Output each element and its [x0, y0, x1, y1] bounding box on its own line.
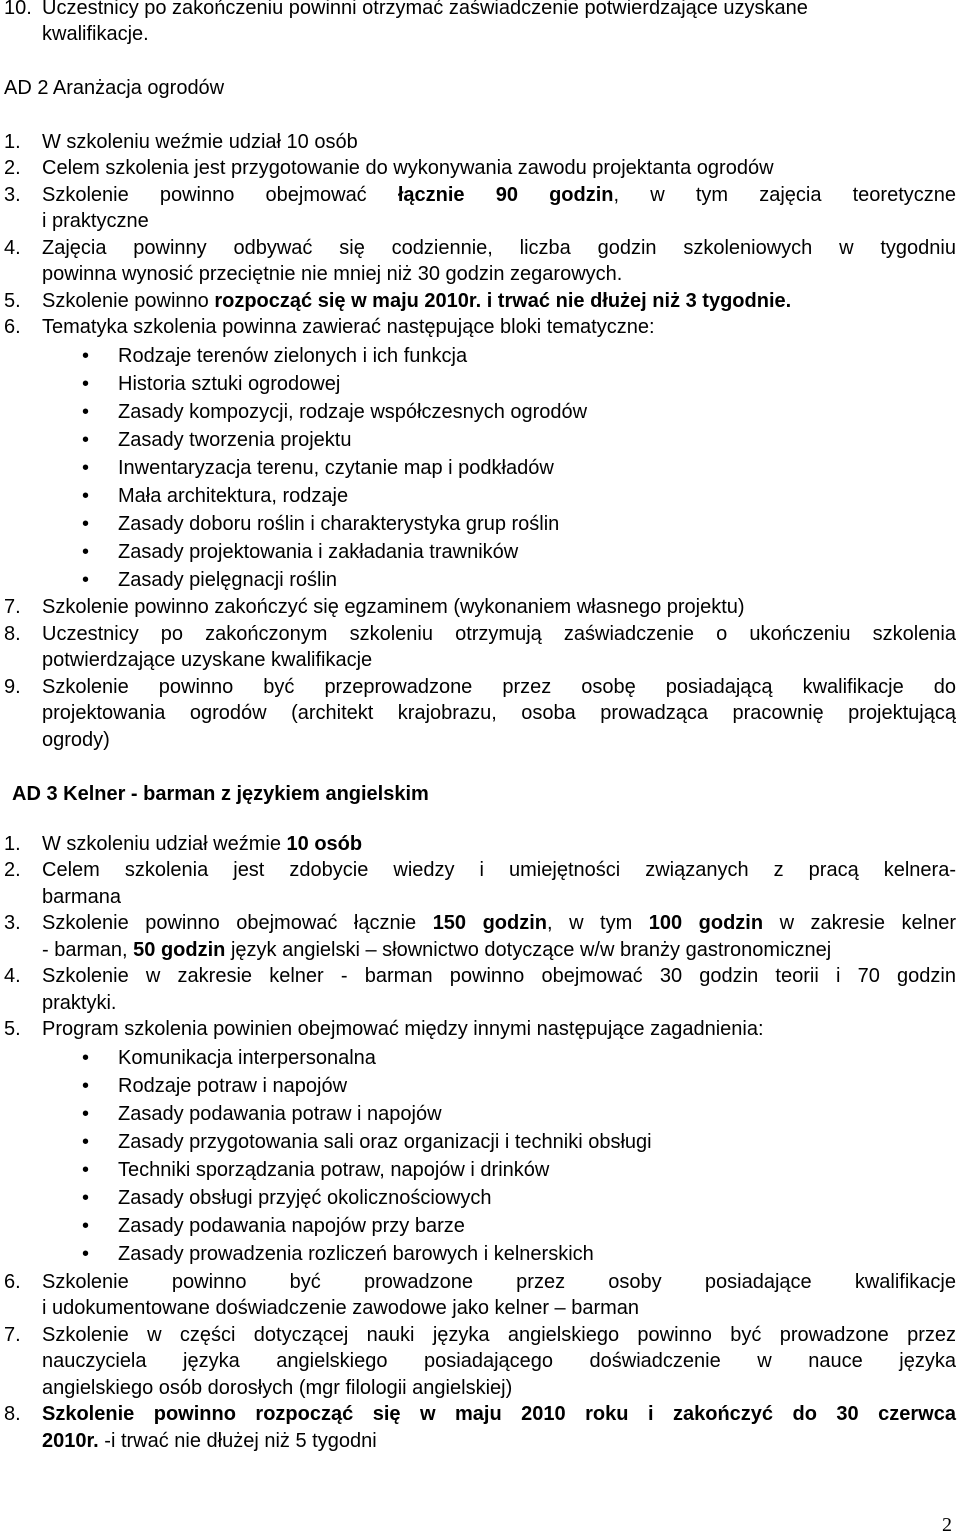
bullet-icon: •	[82, 569, 90, 591]
item-text: Uczestnicy po zakończeniu powinni otrzymać zaświadczenie potwierdzające uzyskane	[42, 0, 808, 19]
bullet-icon: •	[82, 1075, 90, 1097]
page-number: 2	[942, 1514, 952, 1536]
bullet-icon: •	[82, 513, 90, 535]
bullet-icon: •	[82, 429, 90, 451]
bullet-icon: •	[82, 1047, 90, 1069]
item-number: 10.	[4, 0, 32, 19]
bullet-icon: •	[82, 1159, 90, 1181]
bullet-icon: •	[82, 401, 90, 423]
bullet-icon: •	[82, 345, 90, 367]
bullet-icon: •	[82, 541, 90, 563]
bullet-icon: •	[82, 485, 90, 507]
bullet-icon: •	[82, 457, 90, 479]
bullet-icon: •	[82, 1243, 90, 1265]
bullet-icon: •	[82, 1103, 90, 1125]
bullet-icon: •	[82, 1131, 90, 1153]
bullet-icon: •	[82, 1187, 90, 1209]
bullet-icon: •	[82, 1215, 90, 1237]
bullet-icon: •	[82, 373, 90, 395]
item-text: kwalifikacje.	[42, 23, 149, 45]
